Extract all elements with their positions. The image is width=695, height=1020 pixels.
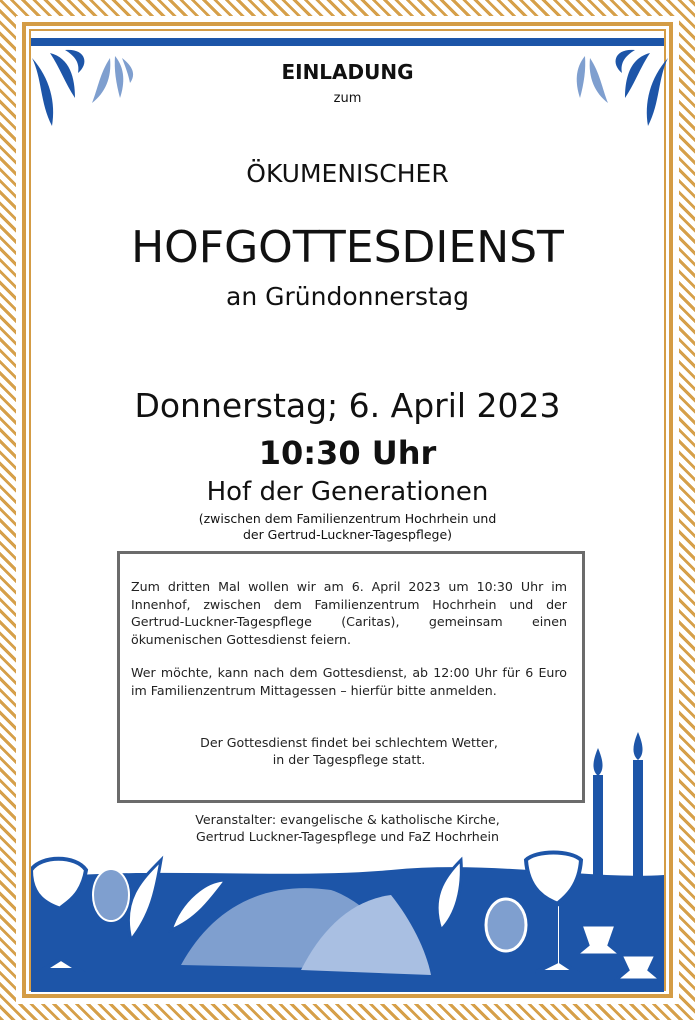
main-title: HOFGOTTESDIENST <box>131 222 564 273</box>
subtitle: an Gründonnerstag <box>226 282 469 311</box>
blue-top-bar <box>31 38 664 46</box>
info-paragraph-1: Zum dritten Mal wollen wir am 6. April 2023 um 10:30 Uhr im Innenhof, zwischen dem Familienzentrum Hochrhein und der Gertrud-Luckner-Tagespflege (Caritas), gemeinsam einen ökumenischen Gottesdienst feiern. <box>131 579 567 647</box>
info-paragraph-3-line1: Der Gottesdienst findet bei schlechtem Wetter, <box>200 735 498 750</box>
place-note-1: (zwischen dem Familienzentrum Hochrhein und <box>198 511 497 526</box>
invitation-heading: EINLADUNG <box>281 60 414 84</box>
event-time: 10:30 Uhr <box>258 434 437 472</box>
zum-text: zum <box>333 91 362 106</box>
organizer-line1: Veranstalter: evangelische & katholische Kirche, <box>195 812 500 827</box>
info-paragraph-3-line2: in der Tagespflege statt. <box>272 752 426 767</box>
bottom-illustration <box>31 730 664 992</box>
title-line1: ÖKUMENISCHER <box>246 159 449 188</box>
event-place: Hof der Generationen <box>206 477 489 507</box>
info-paragraph-2: Wer möchte, kann nach dem Gottesdienst, ab 12:00 Uhr für 6 Euro im Familienzentrum Mittagessen – hierfür bitte anmelden. <box>131 665 567 698</box>
event-date: Donnerstag; 6. April 2023 <box>134 386 561 425</box>
place-note-2: der Gertrud-Luckner-Tagespflege) <box>242 527 453 542</box>
organizer-line2: Gertrud Luckner-Tagespflege und FaZ Hochrhein <box>196 829 499 844</box>
